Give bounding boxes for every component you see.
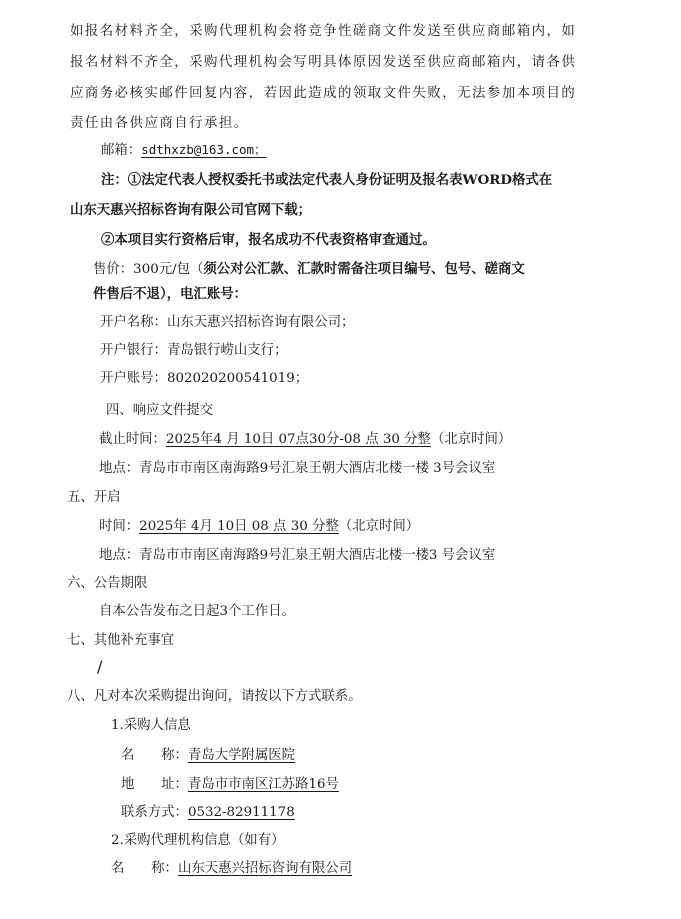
price-note: 须公对公汇款、汇款时需备注项目编号、包号、磋商文 — [203, 261, 525, 277]
section7-content: / — [97, 657, 103, 676]
section6-heading: 六、公告期限 — [67, 576, 148, 591]
agency-name-label: 名 称： — [111, 861, 178, 876]
para1-line1: 如报名材料齐全，采购代理机构会将竞争性磋商文件发送至供应商邮箱内，如 — [70, 24, 577, 39]
purchaser-name-line — [121, 749, 295, 762]
note-line2: 山东天惠兴招标咨询有限公司官网下载； — [70, 202, 312, 218]
email-label: 邮箱： — [101, 143, 142, 158]
bank-account-no: 开户账号：802020200541019； — [100, 371, 309, 386]
note-line1: 注：①法定代表人授权委托书或法定代表人身份证明及报名表WORD格式在 — [101, 172, 553, 188]
agency-name: 山东天惠兴招标咨询有限公司 — [177, 861, 353, 876]
section4-heading: 四、响应文件提交 — [106, 403, 214, 418]
bank-account-name: 开户名称：山东天惠兴招标咨询有限公司； — [100, 315, 355, 330]
purchaser-address-label: 地 址： — [121, 777, 188, 792]
opening-location: 地点：青岛市市南区南海路9号汇泉王朝大酒店北楼一楼3 号会议室 — [99, 548, 496, 563]
email-address[interactable]: sdthxzb@163.com； — [141, 142, 267, 157]
purchaser-info-title: 1.采购人信息 — [111, 718, 191, 733]
agency-info-title: 2.采购代理机构信息（如有） — [111, 833, 285, 848]
submission-location: 地点：青岛市市南区南海路9号汇泉王朝大酒店北楼一楼 3号会议室 — [99, 461, 496, 476]
opening-time-label: 时间： — [99, 519, 140, 534]
para1-line2: 报名材料不齐全，采购代理机构会写明具体原因发送至供应商邮箱内，请各供 — [70, 55, 577, 70]
price-prefix: 售价：300元/包（ — [93, 262, 204, 277]
bank-name: 开户银行：青岛银行崂山支行； — [100, 343, 288, 358]
price-note-cont: 件售后不退） — [93, 286, 167, 302]
purchaser-contact: 0532-82911178 — [187, 805, 295, 820]
para1-line3: 应商务必核实邮件回复内容，若因此造成的领取文件失败，无法参加本项目的 — [70, 86, 577, 101]
deadline-suffix: （北京时间） — [430, 432, 512, 447]
opening-time-value: 2025年 4月 10日 08 点 30 分整 — [139, 519, 339, 534]
para1-line4: 责任由各供应商自行承担。 — [70, 116, 249, 131]
section8-heading: 八、凡对本次采购提出询问，请按以下方式联系。 — [67, 689, 362, 704]
deadline-label: 截止时间： — [99, 432, 166, 447]
purchaser-address-line — [121, 778, 339, 791]
agency-name-line — [111, 862, 352, 875]
note-line3: ②本项目实行资格后审，报名成功不代表资格审查通过。 — [101, 232, 436, 248]
purchaser-address: 青岛市市南区江苏路16号 — [187, 777, 339, 792]
purchaser-contact-label: 联系方式： — [121, 805, 188, 820]
section6-content: 自本公告发布之日起3个工作日。 — [99, 604, 295, 619]
price-line1 — [93, 263, 525, 276]
email-line — [101, 144, 267, 157]
opening-time-line — [99, 520, 419, 533]
price-suffix: ，电汇账号： — [166, 286, 247, 302]
purchaser-name: 青岛大学附属医院 — [187, 748, 296, 763]
deadline-line — [99, 433, 511, 446]
purchaser-contact-line — [121, 806, 295, 819]
deadline-value: 2025年4 月 10日 07点30分-08 点 30 分整 — [165, 432, 431, 447]
section5-heading: 五、开启 — [67, 490, 121, 505]
purchaser-name-label: 名 称： — [121, 748, 188, 763]
section7-heading: 七、其他补充事宜 — [67, 633, 175, 648]
price-line2 — [93, 288, 247, 301]
opening-time-suffix: （北京时间） — [338, 519, 420, 534]
